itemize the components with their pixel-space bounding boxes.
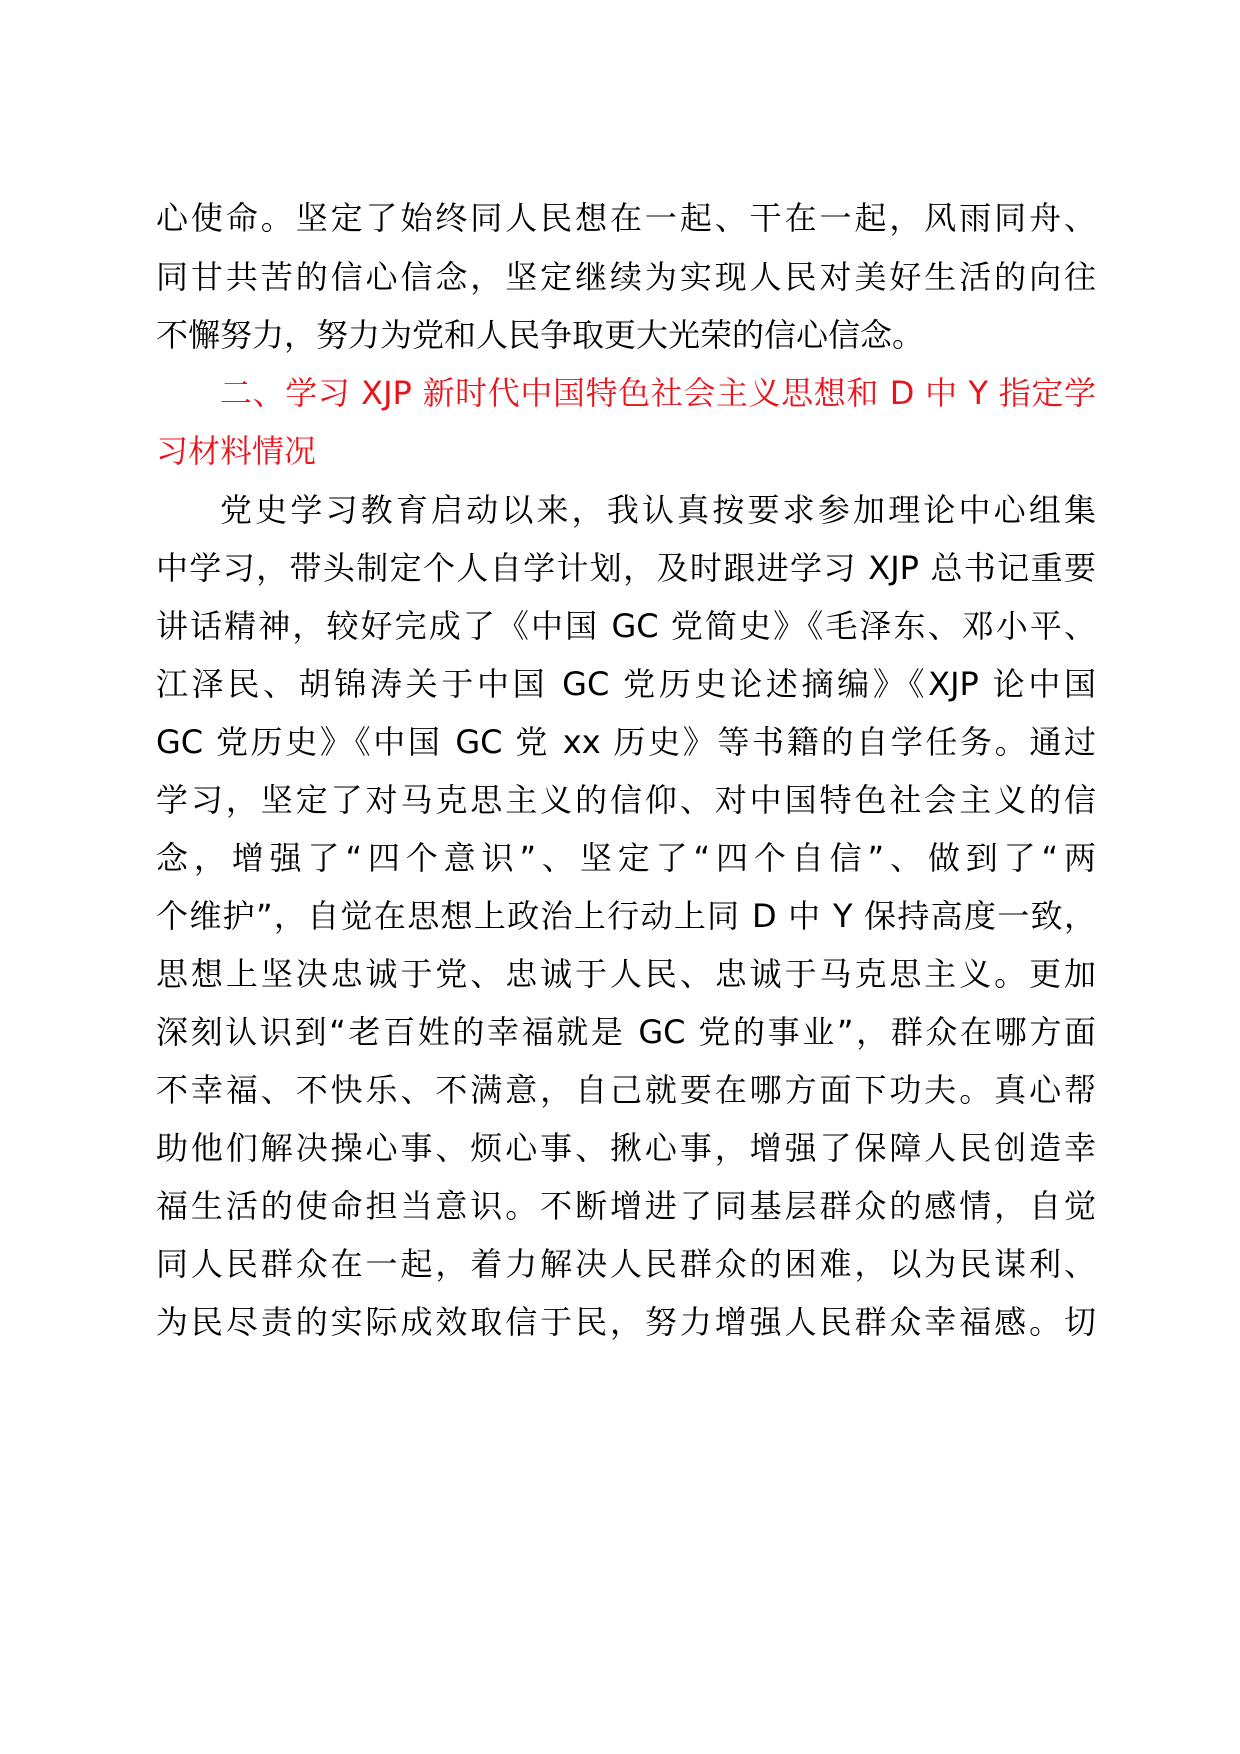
section-heading-line: 二、学习 XJP 新时代中国特色社会主义思想和 D 中 Y 指定学: [220, 374, 1096, 412]
paragraph-line: GC 党历史》《中国 GC 党 xx 历史》等书籍的自学任务。通过: [156, 723, 1096, 761]
paragraph-line: 党史学习教育启动以来，我认真按要求参加理论中心组集: [220, 491, 1096, 529]
paragraph-line: 同人民群众在一起，着力解决人民群众的困难，以为民谋利、: [156, 1245, 1096, 1283]
paragraph-line: 福生活的使命担当意识。不断增进了同基层群众的感情，自觉: [156, 1187, 1096, 1225]
section-heading-line: 习材料情况: [156, 432, 317, 470]
paragraph-line: 念，增强了“四个意识”、坚定了“四个自信”、做到了“两: [156, 839, 1096, 877]
paragraph-line: 不幸福、不快乐、不满意，自己就要在哪方面下功夫。真心帮: [156, 1071, 1096, 1109]
paragraph-line: 中学习，带头制定个人自学计划，及时跟进学习 XJP 总书记重要: [156, 549, 1096, 587]
paragraph-line: 助他们解决操心事、烦心事、揪心事，增强了保障人民创造幸: [156, 1129, 1096, 1167]
paragraph-line: 个维护”，自觉在思想上政治上行动上同 D 中 Y 保持高度一致，: [156, 897, 1096, 935]
paragraph-line: 江泽民、胡锦涛关于中国 GC 党历史论述摘编》《XJP 论中国: [156, 665, 1096, 703]
paragraph-line: 不懈努力，努力为党和人民争取更大光荣的信心信念。: [156, 316, 925, 354]
paragraph-line: 讲话精神，较好完成了《中国 GC 党简史》《毛泽东、邓小平、: [156, 607, 1096, 645]
paragraph-line: 为民尽责的实际成效取信于民，努力增强人民群众幸福感。切: [156, 1303, 1096, 1341]
paragraph-line: 深刻认识到“老百姓的幸福就是 GC 党的事业”，群众在哪方面: [156, 1013, 1096, 1051]
paragraph-line: 思想上坚决忠诚于党、忠诚于人民、忠诚于马克思主义。更加: [156, 955, 1096, 993]
paragraph-line: 同甘共苦的信心信念，坚定继续为实现人民对美好生活的向往: [156, 258, 1096, 296]
paragraph-line: 学习，坚定了对马克思主义的信仰、对中国特色社会主义的信: [156, 781, 1096, 819]
paragraph-line: 心使命。坚定了始终同人民想在一起、干在一起，风雨同舟、: [156, 199, 1096, 237]
